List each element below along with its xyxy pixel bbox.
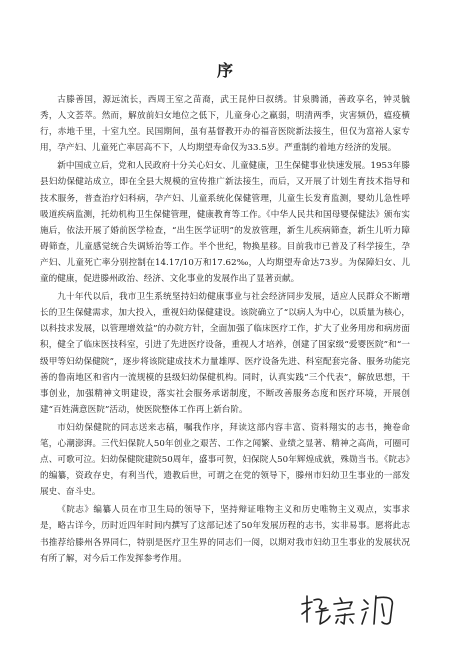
page-title: 序 — [216, 61, 233, 80]
paragraph-5: 《院志》编纂人员在市卫生局的领导下，坚持辩证唯物主义和历史唯物主义观点，实事求是，略古详今，历时近四年时间内撰写了这部记述了50年发展历程的志书，实非易事。愿将此志书推荐给滕州各界同仁，特别是医疗卫生界的同志们一阅，以期对我市妇幼卫生事业的发展状况有所了解，对今后工作发挥参考作用。 — [40, 505, 410, 564]
handwritten-signature — [298, 592, 410, 628]
paragraph-1: 古滕善国，源远流长，西周王室之苗裔，武王昆仲曰叔绣。甘泉腾涌，善政享名，钟灵毓秀，人文荟萃。然而，解放前妇女地位之低下，儿童身心之羸弱，明清两季，灾害频仍，瘟疫横行，赤地千里，十室九空。民国期间，虽有基督教开办的福音医院新法接生，但仅为富裕人家专用，孕产妇、儿童死亡率居高不下，人均期望寿命仅为33.5岁。严重制约着地方经济的发展。 — [40, 95, 410, 154]
paragraph-2: 新中国成立后，党和人民政府十分关心妇女、儿童健康，卫生保健事业快速发展。1953年滕县妇幼保健站成立，即在全县大规模的宣传推广新法接生，而后，又开展了计划生育技术指导和技术服务，普查治疗妇科病，孕产妇、儿童系统化保健管理，儿童生长发育监测，婴幼儿急性呼吸道疾病监测，托幼机构卫生保健管理，健康教育等工作。《中华人民共和国母婴保健法》颁布实施后，依法开展了婚前医学检查，“出生医学证明”的发放管理，新生儿疾病筛查，新生儿听力障碍筛查，儿童感觉统合失调矫治等工作。半个世纪，物换星移。目前我市已普及了科学接生，孕产妇、儿童死亡率分别控制在14.17/10万和17.62‰，人均期望寿命达73岁。为保障妇女、儿童的健康，促进滕州政治、经济、文化事业的发展作出了显著贡献。 — [40, 161, 410, 285]
paragraph-4: 市妇幼保健院的同志送来志稿，嘱我作序，拜读这部内容丰富、资料翔实的志书，掩卷命笔，心潮澎湃。三代妇保院人50年创业之艰苦、工作之闻繁、业绩之显著、精神之高尚，可圈可点、可歌可泣。妇幼保健院建院50周年，盛事可贺，妇保院人50年辉煌成就，殊勋当书。《院志》的编纂，资政存史，有利当代，遗教后世，可谓之在党的领导下，滕州市妇幼卫生事业的一部发展史、奋斗史。 — [40, 422, 410, 498]
preface-body — [40, 92, 410, 569]
paragraph-3: 九十年代以后，我市卫生系统坚持妇幼健康事业与社会经济同步发展，适应人民群众不断增长的卫生保健需求，加大投入，重视妇幼保健建设。该院确立了“以病人为中心，以质量为核心，以科技求发展，以管理增效益”的办院方针，全面加强了临床医疗工作，扩大了业务用房和病房面积，健全了临床医技科室，引进了先进医疗设备，重视人才培养，创建了国家级“爱婴医院”和“一级甲等妇幼保健院”，逐步将该院建成技术力量雄厚、医疗设备先进、科室配套完备、服务功能完善的鲁南地区和省内一流规模的县级妇幼保健机构。同时，认真实践“三个代表”，解放思想，干事创业，加强精神文明建设，落实社会服务承诺制度，不断改善服务态度和医疗环境，开展创建“百姓满意医院”活动，使医院整体工作再上新台阶。 — [40, 292, 410, 415]
